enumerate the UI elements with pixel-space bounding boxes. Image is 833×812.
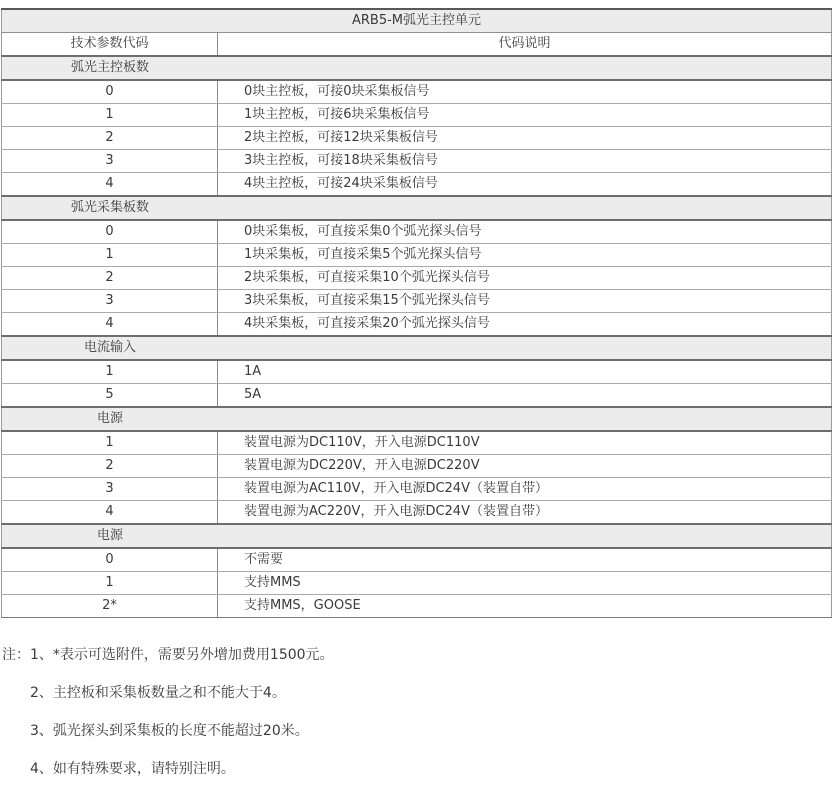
code-cell: 5: [2, 384, 218, 408]
spec-table: [1, 8, 832, 618]
code-cell: 3: [2, 478, 218, 501]
section-header-cell: [2, 336, 832, 360]
code-cell: 4: [2, 501, 218, 525]
section-header-row: [2, 56, 832, 80]
section-header-row: [2, 524, 832, 548]
section-header-label: 电源: [96, 528, 123, 543]
table-row: [2, 244, 832, 267]
section-header-label: 弧光主控板数: [70, 60, 149, 75]
table-row: [2, 501, 832, 525]
desc-cell: 5A: [218, 384, 832, 408]
section-header-label: 电源: [96, 411, 123, 426]
column-header-desc: 代码说明: [218, 33, 832, 57]
desc-cell: 1块采集板，可直接采集5个弧光探头信号: [218, 244, 832, 267]
code-cell: 2: [2, 127, 218, 150]
table-row: [2, 595, 832, 618]
section-header-cell: [2, 524, 832, 548]
code-cell: 4: [2, 313, 218, 337]
table-title-row: [2, 9, 832, 33]
code-cell: 0: [2, 80, 218, 104]
section-header-row: [2, 336, 832, 360]
desc-cell: 3块主控板，可接18块采集板信号: [218, 150, 832, 173]
section-header-label: 弧光采集板数: [70, 200, 149, 215]
section-header-cell: [2, 407, 832, 431]
code-cell: 4: [2, 173, 218, 197]
code-cell: 1: [2, 360, 218, 384]
table-title: ARB5-M弧光主控单元: [2, 9, 832, 33]
code-cell: 1: [2, 104, 218, 127]
table-row: [2, 173, 832, 197]
desc-cell: 0块采集板，可直接采集0个弧光探头信号: [218, 220, 832, 244]
desc-cell: 1A: [218, 360, 832, 384]
table-row: [2, 478, 832, 501]
desc-cell: 3块采集板，可直接采集15个弧光探头信号: [218, 290, 832, 313]
desc-cell: 装置电源为AC220V，开入电源DC24V（装置自带）: [218, 501, 832, 525]
code-cell: 3: [2, 290, 218, 313]
code-cell: 2: [2, 267, 218, 290]
column-header-code: 技术参数代码: [2, 33, 218, 57]
table-row: [2, 431, 832, 455]
desc-cell: 装置电源为DC220V，开入电源DC220V: [218, 455, 832, 478]
note-line: 3、弧光探头到采集板的长度不能超过20米。: [30, 723, 309, 739]
table-row: [2, 548, 832, 572]
table-row: [2, 290, 832, 313]
code-cell: 3: [2, 150, 218, 173]
section-header-cell: [2, 196, 832, 220]
desc-cell: 2块主控板，可接12块采集板信号: [218, 127, 832, 150]
section-header-row: [2, 407, 832, 431]
desc-cell: 支持MMS，GOOSE: [218, 595, 832, 618]
desc-cell: 4块采集板，可直接采集20个弧光探头信号: [218, 313, 832, 337]
table-row: [2, 80, 832, 104]
notes: [0, 648, 833, 776]
desc-cell: 2块采集板，可直接采集10个弧光探头信号: [218, 267, 832, 290]
code-cell: 2*: [2, 595, 218, 618]
code-cell: 0: [2, 220, 218, 244]
section-header-row: [2, 196, 832, 220]
table-row: [2, 313, 832, 337]
code-cell: 1: [2, 572, 218, 595]
code-cell: 1: [2, 431, 218, 455]
note-line: 注：1、*表示可选附件，需要另外增加费用1500元。: [2, 647, 334, 663]
section-header-label: 电流输入: [83, 340, 136, 355]
table-row: [2, 360, 832, 384]
section-header-cell: [2, 56, 832, 80]
desc-cell: 0块主控板，可接0块采集板信号: [218, 80, 832, 104]
table-row: [2, 267, 832, 290]
desc-cell: 不需要: [218, 548, 832, 572]
desc-cell: 支持MMS: [218, 572, 832, 595]
table-row: [2, 150, 832, 173]
table-row: [2, 127, 832, 150]
table-row: [2, 572, 832, 595]
desc-cell: 装置电源为DC110V，开入电源DC110V: [218, 431, 832, 455]
code-cell: 0: [2, 548, 218, 572]
code-cell: 1: [2, 244, 218, 267]
table-row: [2, 384, 832, 408]
note-line: 2、主控板和采集板数量之和不能大于4。: [30, 685, 286, 701]
code-cell: 2: [2, 455, 218, 478]
note-line: 4、如有特殊要求，请特别注明。: [30, 761, 235, 777]
table-row: [2, 220, 832, 244]
table-row: [2, 104, 832, 127]
page: [0, 8, 833, 812]
table-row: [2, 455, 832, 478]
desc-cell: 4块主控板，可接24块采集板信号: [218, 173, 832, 197]
desc-cell: 装置电源为AC110V，开入电源DC24V（装置自带）: [218, 478, 832, 501]
desc-cell: 1块主控板，可接6块采集板信号: [218, 104, 832, 127]
spec-table-body: [2, 56, 832, 618]
table-header-row: [2, 33, 832, 57]
